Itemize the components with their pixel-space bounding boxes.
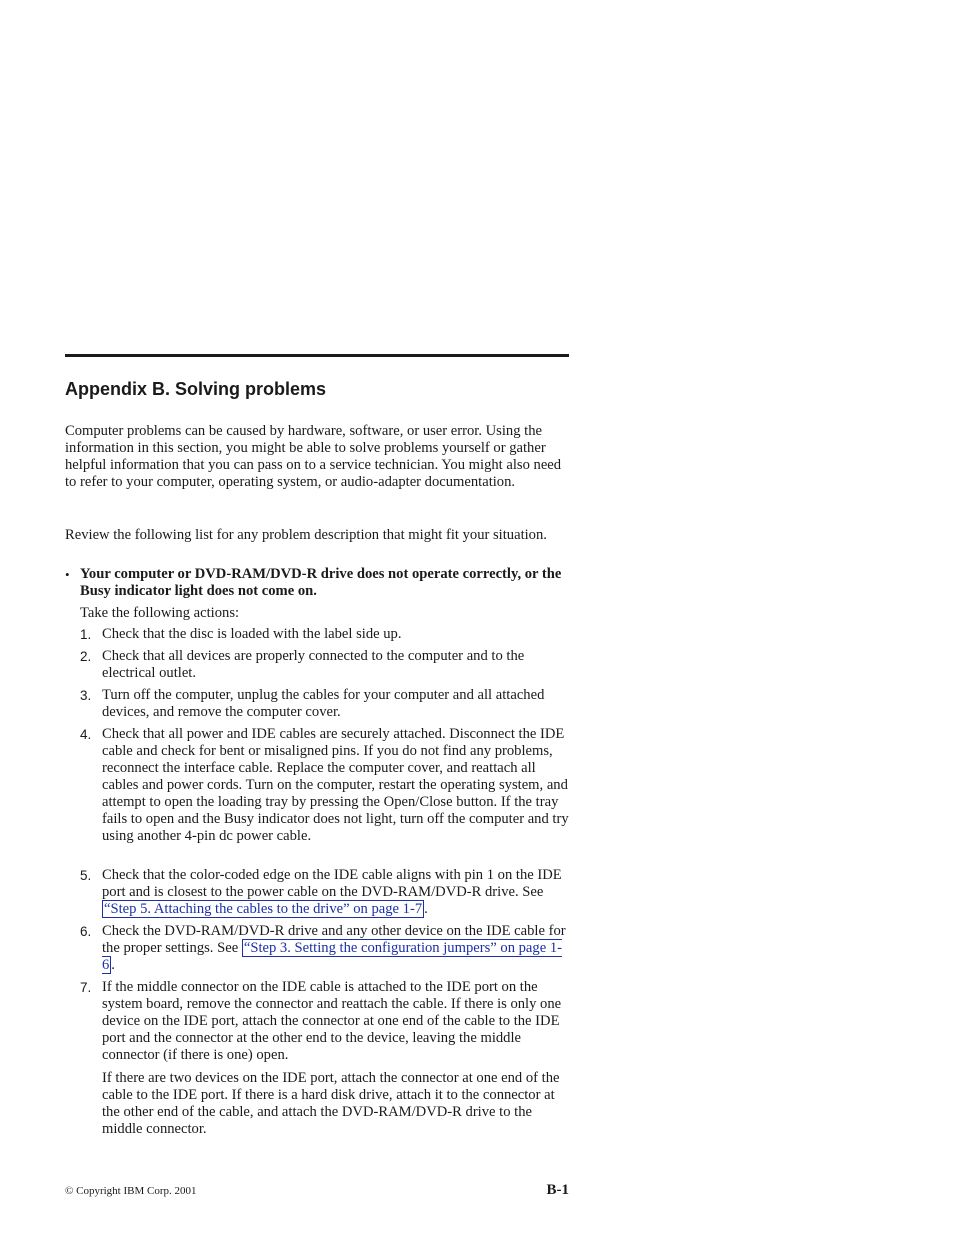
- page-title: Appendix B. Solving problems: [65, 379, 327, 399]
- step-number: 2.: [80, 649, 92, 664]
- step-text-end: .: [424, 901, 428, 917]
- step3-cross-reference-link[interactable]: “Step 3. Setting the configuration jumpers” on page 1-6: [102, 940, 562, 973]
- step-text-end: .: [111, 957, 115, 973]
- step-continuation: If there are two devices on the IDE port, attach the connector at one end of the cable to the IDE port. If there is a hard disk drive, attach it to the connector at the other end of the cable, and attach the DVD-RAM/DVD-R drive to the middle connector.: [102, 1070, 560, 1137]
- step-text: Turn off the computer, unplug the cables for your computer and all attached devices, and remove the computer cover.: [102, 687, 545, 720]
- copyright-notice: © Copyright IBM Corp. 2001: [65, 1185, 197, 1197]
- step5-cross-reference-link[interactable]: “Step 5. Attaching the cables to the drive” on page 1-7: [104, 901, 423, 917]
- step-text: Check that all devices are properly connected to the computer and to the electrical outlet.: [102, 648, 525, 681]
- step-text: [102, 923, 572, 974]
- step-text-body: Check the DVD-RAM/DVD-R drive and any other device on the IDE cable for the proper settings. See: [102, 923, 566, 956]
- page-number: B-1: [546, 1182, 569, 1198]
- step-number: 5.: [80, 868, 92, 883]
- intro-paragraph: Computer problems can be caused by hardware, software, or user error. Using the information in this section, you might be able to solve problems yourself or gather helpful information that you can pass on to a service technician. You might also need to refer to your computer, operating system, or audio-adapter documentation.: [65, 423, 562, 490]
- step-text-body: Check that the color-coded edge on the IDE cable aligns with pin 1 on the IDE port and is closest to the power cable on the DVD-RAM/DVD-R drive. See: [102, 867, 562, 900]
- step-number: 7.: [80, 980, 92, 995]
- step-text: Check that all power and IDE cables are securely attached. Disconnect the IDE cable and check for bent or misaligned pins. If you do not find any problems, reconnect the interface cable. Replace the computer cover, and reattach all cables and power cords. Turn on the computer, restart the operating system, and attempt to open the loading tray by pressing the Open/Close button. If the tray fails to open and the Busy indicator does not light, turn off the computer and try using another 4-pin dc power cable.: [102, 726, 569, 844]
- heading-rule: [65, 354, 569, 357]
- actions-lead: Take the following actions:: [80, 605, 240, 621]
- step-number: 4.: [80, 727, 92, 742]
- step-text: If the middle connector on the IDE cable is attached to the IDE port on the system board, remove the connector and reattach the cable. If there is only one device on the IDE port, attach the connector at one end of the cable to the IDE port and the connector at the other end to the device, leaving the middle connector (if there is one) open.: [102, 979, 562, 1063]
- bullet-marker: •: [65, 567, 70, 582]
- step-number: 6.: [80, 924, 92, 939]
- problem-title: Your computer or DVD-RAM/DVD-R drive does not operate correctly, or the Busy indicator light does not come on.: [80, 566, 562, 599]
- step-number: 1.: [80, 627, 92, 642]
- step-text: Check that the disc is loaded with the label side up.: [102, 626, 402, 642]
- step-number: 3.: [80, 688, 92, 703]
- step-text: [102, 867, 572, 918]
- review-paragraph: Review the following list for any problem description that might fit your situation.: [65, 527, 547, 543]
